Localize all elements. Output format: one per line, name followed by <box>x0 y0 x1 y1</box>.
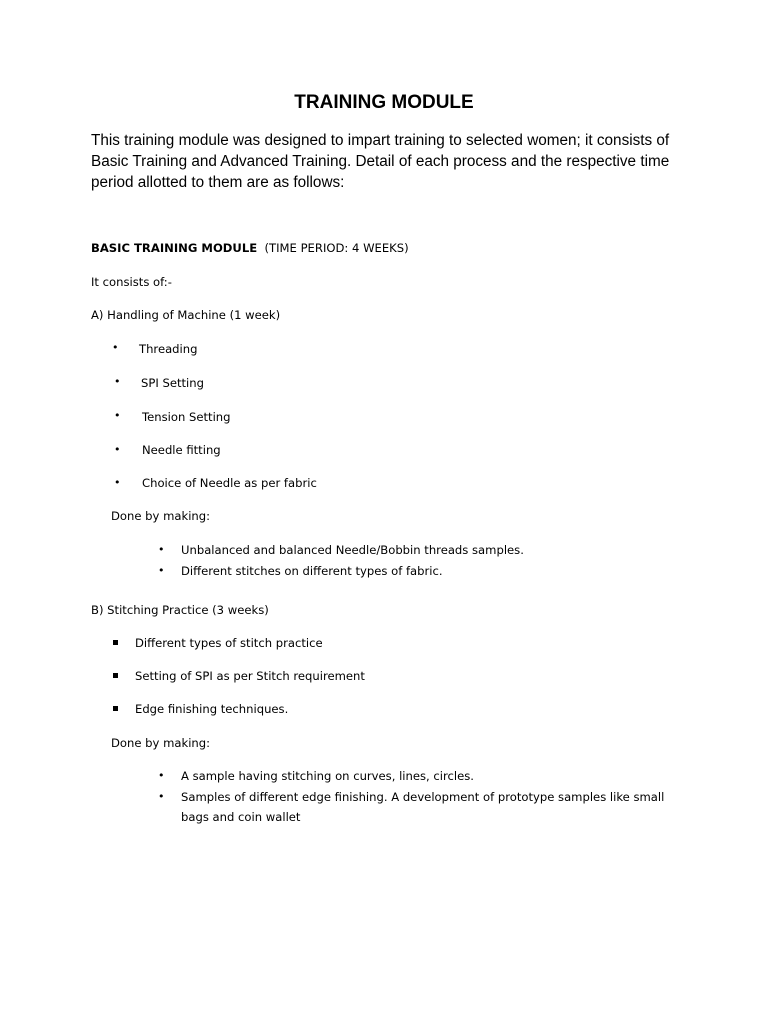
bullet-square <box>113 640 118 645</box>
section-a-title: A) Handling of Machine (1 week) <box>91 308 281 322</box>
intro-paragraph <box>91 130 691 193</box>
section-a-sample: Unbalanced and balanced Needle/Bobbin threads samples. <box>181 543 524 557</box>
intro-line: period allotted to them are as follows: <box>91 174 345 191</box>
section-b-sample: A sample having stitching on curves, lines, circles. <box>181 769 474 783</box>
section-b-item: Different types of stitch practice <box>135 636 323 650</box>
section-b-done-by: Done by making: <box>111 736 211 750</box>
basic-module-period: (TIME PERIOD: 4 WEEKS) <box>264 241 409 255</box>
section-a-done-by: Done by making: <box>111 509 211 523</box>
intro-line: This training module was designed to impart training to selected women; it consists of <box>91 132 670 149</box>
basic-module-heading: BASIC TRAINING MODULE <box>91 241 258 255</box>
section-a-item: Threading <box>139 342 198 356</box>
bullet-dot: • <box>114 443 121 456</box>
section-a-sample: Different stitches on different types of fabric. <box>181 564 443 578</box>
bullet-square <box>113 706 118 711</box>
section-b-item: Edge finishing techniques. <box>135 702 289 716</box>
bullet-dot: • <box>114 375 121 388</box>
section-a-item: Tension Setting <box>142 410 231 424</box>
bullet-dot: • <box>158 543 165 556</box>
bullet-dot: • <box>158 564 165 577</box>
section-b-sample: Samples of different edge finishing. A development of prototype samples like small <box>181 790 665 804</box>
section-b-title: B) Stitching Practice (3 weeks) <box>91 603 269 617</box>
consists-of-label: It consists of:- <box>91 275 172 289</box>
bullet-dot: • <box>158 790 165 803</box>
bullet-dot: • <box>158 769 165 782</box>
section-a-item: Needle fitting <box>142 443 221 457</box>
bullet-dot: • <box>112 341 119 354</box>
section-a-item: Choice of Needle as per fabric <box>142 476 317 490</box>
section-a-item: SPI Setting <box>141 376 204 390</box>
bullet-dot: • <box>114 409 121 422</box>
section-b-sample-continued: bags and coin wallet <box>181 810 301 824</box>
bullet-dot: • <box>114 476 121 489</box>
bullet-square <box>113 673 118 678</box>
intro-line: Basic Training and Advanced Training. Detail of each process and the respective time <box>91 153 670 170</box>
section-b-item: Setting of SPI as per Stitch requirement <box>135 669 365 683</box>
page-title: TRAINING MODULE <box>294 92 474 113</box>
basic-module-heading-line <box>91 241 409 255</box>
